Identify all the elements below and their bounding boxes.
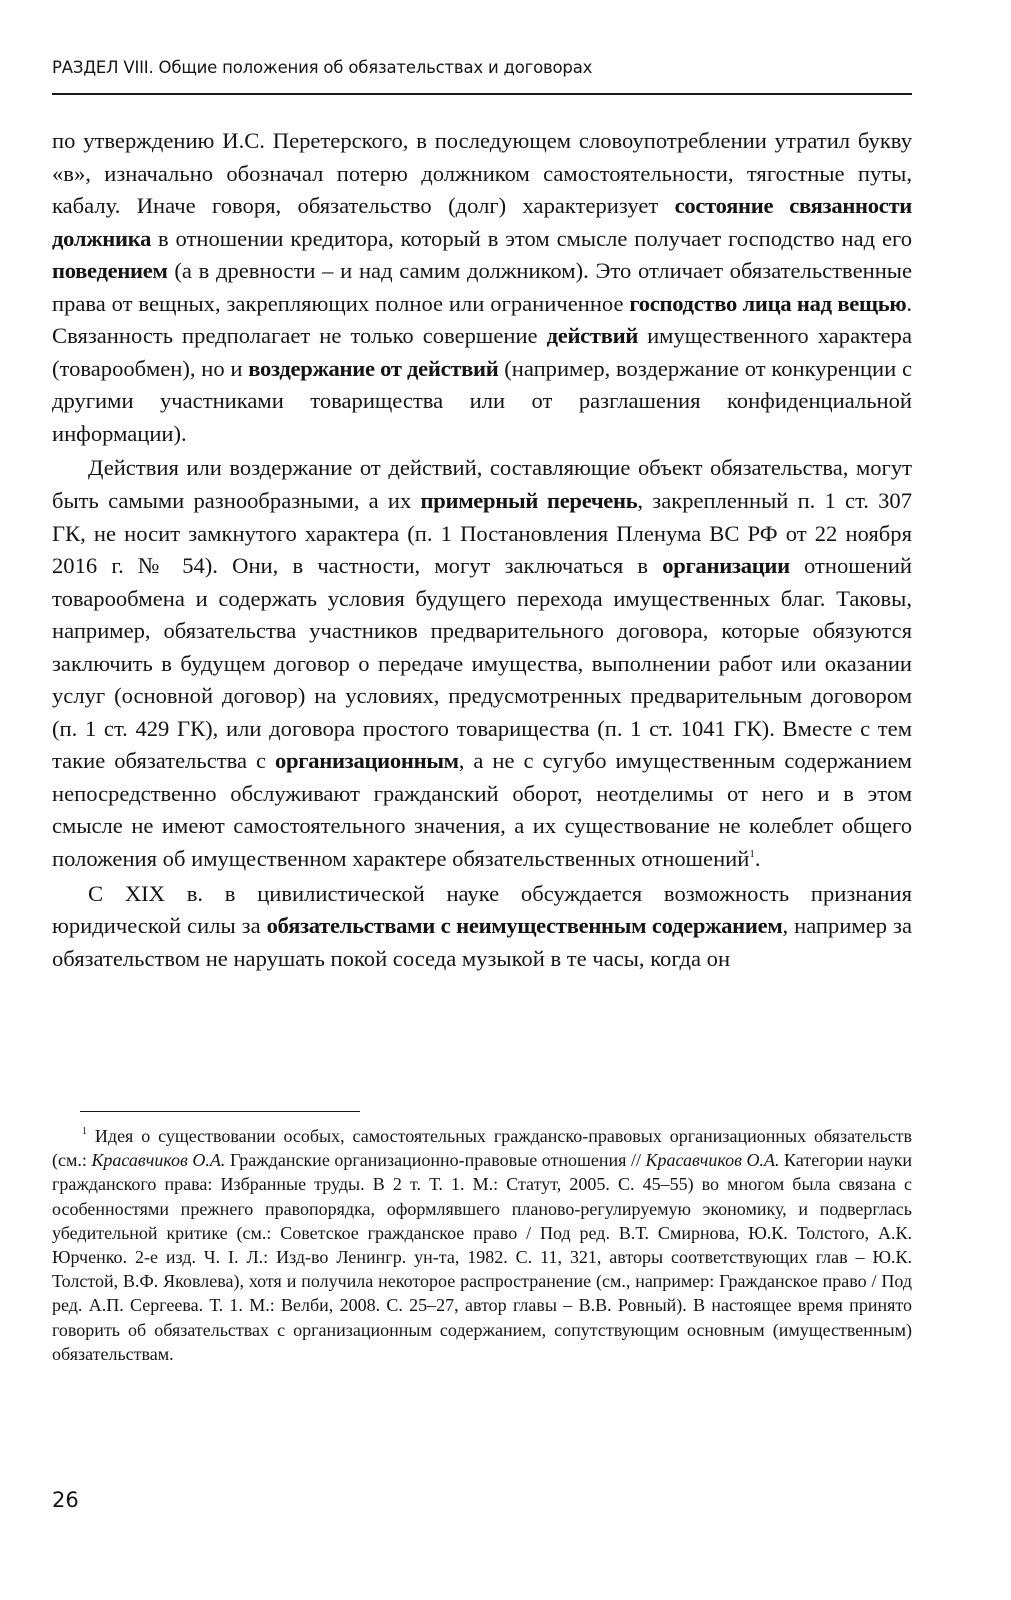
- author-name: Красавчиков О.А.: [645, 1150, 780, 1171]
- bold-term: примерный перечень: [420, 488, 638, 514]
- text-run: Идея о существовании особых, самостоятельных гражданско-правовых организационных обязательств (см.:: [52, 1126, 913, 1171]
- text-run: С XIX в. в цивилистической науке обсуждается возможность признания юридической силы за: [52, 880, 912, 939]
- paragraph-2: [52, 452, 912, 875]
- text-run: в отношении кредитора, который в этом смысле получает господство над его: [151, 225, 912, 251]
- page-number: 26: [52, 1488, 79, 1512]
- bold-term: действий: [546, 323, 639, 349]
- paragraph-3: [52, 878, 912, 976]
- text-run: , а не с сугубо имущественным содержанием непосредственно обслуживают гражданский оборот, неотделимы от него и в этом смысле не имеют самостоятельного значения, а их существование не колеблет общего положения об имущественном характере обязательственных отношений: [52, 748, 912, 872]
- bold-term: обязательствами с неимущественным содержанием: [266, 913, 783, 939]
- footnote-text: [52, 1124, 912, 1366]
- footnote-separator: [80, 1111, 360, 1112]
- bold-term: господство лица над вещью: [629, 290, 907, 316]
- header-rule: [52, 93, 912, 95]
- text-run: Категории науки гражданского права: Избранные труды. В 2 т. Т. 1. М.: Статут, 2005. С. 45–55) во многом была связана с особенностями прежнего правопорядка, оформлявшего планово-регулируемую экономику, и подверглась убедительной критике (см.: Советское гражданское право / Под ред. В.Т. Смирнова, Ю.К. Толстого, А.К. Юрченко. 2-е изд. Ч. I. Л.: Изд-во Ленингр. ун-та, 1982. С. 11, 321, авторы соответствующих глав – Ю.К. Толстой, В.Ф. Яковлева), хотя и получила некоторое распространение (см., например: Гражданское право / Под ред. А.П. Сергеева. Т. 1. М.: Велби, 2008. С. 25–27, автор главы – В.В. Ровный). В настоящее время принято говорить об обязательствах с организационным содержанием, сопутствующим основным (имущественным) обязательствам.: [52, 1150, 913, 1364]
- text-run: по утверждению И.С. Перетерского, в последующем словоупотреблении утратил букву «в», изначально обозначал потерю должником самостоятельности, тягостные путы, кабалу. Иначе говоря, обязательство (долг) характеризует: [52, 128, 912, 219]
- footnote: [52, 1124, 912, 1366]
- text-run: имущественного характера (товарообмен), но и: [52, 323, 912, 381]
- author-name: Красавчиков О.А.: [91, 1150, 226, 1171]
- text-run: (например, воздержание от конкуренции с другими участниками товарищества или от разглашения конфиденциальной информации).: [52, 355, 912, 446]
- text-run: . Связанность предполагает не только совершение: [52, 290, 912, 349]
- bold-term: организации: [662, 553, 790, 579]
- text-run: (а в древности – и над самим должником). Это отличает обязательственные права от вещных, закрепляющих полное или ограниченное: [52, 258, 912, 316]
- bold-term: состояние связанности должника: [52, 193, 912, 251]
- bold-term: организационным: [275, 748, 459, 774]
- text-run: отношений товарообмена и содержать условия будущего перехода имущественных благ. Таковы, например, обязательства участников предварительного договора, которые обязуются заключить в будущем договор о передаче имущества, выполнении работ или оказании услуг (основной договор) на условиях, предусмотренных предварительным договором (п. 1 ст. 429 ГК), или договора простого товарищества (п. 1 ст. 1041 ГК). Вместе с тем такие обязательства с: [52, 553, 913, 774]
- bold-term: поведением: [52, 258, 168, 284]
- text-run: Гражданские организационно-правовые отношения //: [225, 1150, 646, 1171]
- bold-term: воздержание от действий: [248, 355, 499, 381]
- text-run: .: [754, 846, 761, 872]
- paragraph-1: [52, 125, 912, 450]
- text-run: Действия или воздержание от действий, составляющие объект обязательства, могут быть самыми разнообразными, а их: [52, 455, 912, 514]
- running-head: РАЗДЕЛ VIII. Общие положения об обязательствах и договорах: [52, 58, 593, 77]
- text-run: , например за обязательством не нарушать покой соседа музыкой в те часы, когда он: [52, 913, 912, 971]
- main-text: [52, 125, 912, 977]
- text-run: , закрепленный п. 1 ст. 307 ГК, не носит замкнутого характера (п. 1 Постановления Пленума ВС РФ от 22 ноября 2016 г. № 54). Они, в частности, могут заключаться в: [52, 488, 912, 579]
- footnote-reference[interactable]: 1: [749, 848, 755, 861]
- footnote-marker: 1: [82, 1126, 87, 1137]
